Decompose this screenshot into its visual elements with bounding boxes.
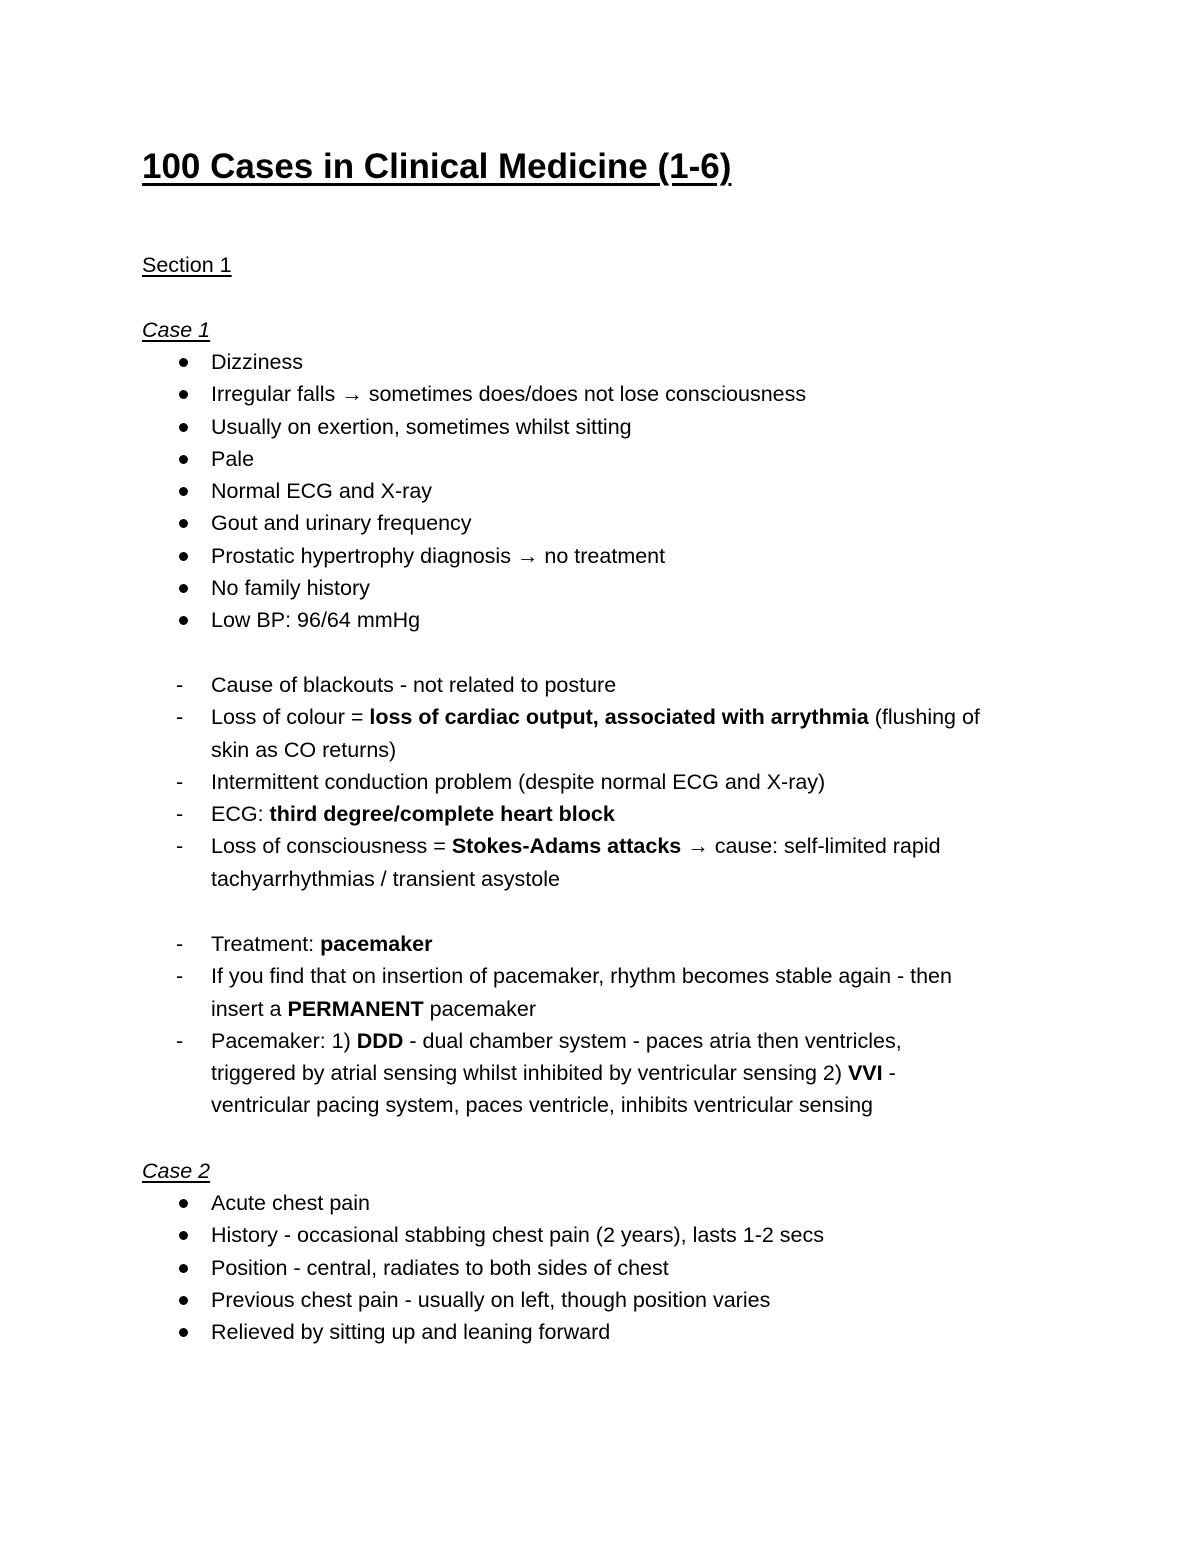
list-item: Prostatic hypertrophy diagnosis → no treatment xyxy=(142,540,1082,572)
case-1-notes-list xyxy=(142,669,1082,895)
list-item: History - occasional stabbing chest pain (2 years), lasts 1-2 secs xyxy=(142,1219,1082,1251)
case-1-heading: Case 1 xyxy=(142,318,211,342)
list-item: Previous chest pain - usually on left, though position varies xyxy=(142,1284,1082,1316)
case-1-findings-list xyxy=(142,346,1082,637)
note-text: (flushing of xyxy=(868,705,980,730)
list-item: Normal ECG and X-ray xyxy=(142,475,1082,507)
note-text: Pacemaker: 1) xyxy=(211,1028,357,1053)
note-blackouts: - Cause of blackouts - not related to posture xyxy=(142,669,1082,701)
list-item: No family history xyxy=(142,572,1082,604)
note-text: tachyarrhythmias / transient asystole xyxy=(211,866,560,891)
note-treatment xyxy=(142,928,1082,960)
note-text: insert a xyxy=(211,996,288,1021)
list-item: Pale xyxy=(142,443,1082,475)
case-1-treatment-list xyxy=(142,928,1082,1122)
list-item: Irregular falls → sometimes does/does not lose consciousness xyxy=(142,378,1082,410)
note-bold-text: loss of cardiac output, associated with arrythmia xyxy=(369,705,869,730)
note-text: If you find that on insertion of pacemaker, rhythm becomes stable again - then xyxy=(211,964,952,989)
list-item: Low BP: 96/64 mmHg xyxy=(142,604,1082,636)
section-heading: Section 1 xyxy=(142,253,232,277)
note-conduction: - Intermittent conduction problem (despite normal ECG and X-ray) xyxy=(142,766,1082,798)
note-pacemaker-types xyxy=(142,1025,1082,1122)
note-bold-text: third degree/complete heart block xyxy=(269,802,615,827)
note-bold-text: pacemaker xyxy=(320,932,433,956)
note-bold-text: VVI xyxy=(847,1061,883,1086)
note-text: Loss of colour = xyxy=(211,705,370,730)
note-text: triggered by atrial sensing whilst inhibited by ventricular sensing 2) xyxy=(211,1061,848,1086)
list-item: Position - central, radiates to both sides of chest xyxy=(142,1252,1082,1284)
note-text: ventricular pacing system, paces ventricle, inhibits ventricular sensing xyxy=(211,1093,874,1118)
note-text: pacemaker xyxy=(423,996,536,1021)
note-ecg xyxy=(142,798,1082,830)
case-2-findings-list xyxy=(142,1187,1082,1348)
list-item: Gout and urinary frequency xyxy=(142,507,1082,539)
page-title: 100 Cases in Clinical Medicine (1-6) xyxy=(142,147,732,186)
list-item: Relieved by sitting up and leaning forward xyxy=(142,1316,1082,1348)
list-item: Dizziness xyxy=(142,346,1082,378)
note-bold-text: PERMANENT xyxy=(287,996,424,1021)
note-loss-of-consciousness xyxy=(142,830,1082,895)
note-loss-of-colour xyxy=(142,701,1082,766)
note-text: - xyxy=(882,1061,896,1086)
note-text: → cause: self-limited rapid xyxy=(681,834,941,859)
note-permanent-pacemaker xyxy=(142,960,1082,1025)
list-item: Acute chest pain xyxy=(142,1187,1082,1219)
case-2-heading: Case 2 xyxy=(142,1159,211,1183)
note-text: - dual chamber system - paces atria then ventricles, xyxy=(403,1028,902,1053)
note-text: Loss of consciousness = xyxy=(211,834,452,859)
note-text: ECG: xyxy=(211,802,270,827)
list-item: Usually on exertion, sometimes whilst sitting xyxy=(142,411,1082,443)
note-bold-text: DDD xyxy=(356,1028,404,1053)
note-text: Treatment: xyxy=(211,932,321,956)
note-bold-text: Stokes-Adams attacks xyxy=(451,834,682,859)
note-text: skin as CO returns) xyxy=(211,737,397,762)
